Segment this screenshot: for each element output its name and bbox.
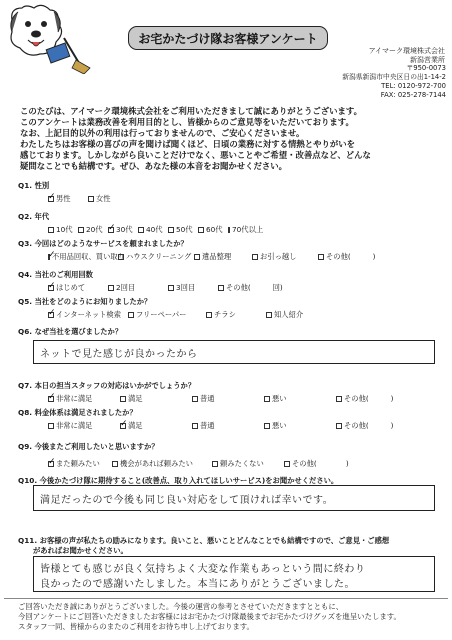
option-5[interactable] (318, 252, 378, 262)
checkbox[interactable] (120, 396, 126, 402)
option-label: 知人紹介 (274, 310, 304, 319)
checkbox[interactable] (318, 254, 324, 260)
option-label: フリーペーパー (136, 310, 187, 319)
option-label: チラシ (214, 310, 236, 319)
checkbox[interactable] (218, 285, 224, 291)
checkbox[interactable] (48, 423, 54, 429)
question-2-options (48, 225, 264, 235)
option-label: 60代 (206, 225, 223, 234)
checkbox[interactable] (168, 285, 174, 291)
question-1-options (48, 194, 128, 204)
option-label: 普通 (200, 421, 215, 430)
intro-line: なお、上記目的以外の利用は行っておりませんので、ご安心くださいませ。 (20, 128, 305, 138)
survey-title: お宅かたづけ隊お客様アンケート (128, 26, 328, 50)
question-5-options (48, 310, 316, 320)
option-4[interactable] (266, 310, 316, 320)
checkbox[interactable] (88, 196, 94, 202)
footer-line: ご回答いただき誠にありがとうございました。今後の運営の参考とさせていただきますとともに、 (18, 602, 344, 611)
option-3[interactable] (194, 252, 252, 262)
option-2[interactable] (108, 283, 168, 293)
option-1[interactable] (48, 194, 88, 204)
checkbox[interactable] (212, 461, 218, 467)
question-6-answer: ネットで見た感じが良かったから (40, 349, 198, 360)
company-block (345, 47, 445, 65)
checkbox[interactable] (264, 423, 270, 429)
checkbox[interactable] (284, 461, 290, 467)
option-2[interactable] (88, 194, 128, 204)
option-3[interactable] (206, 310, 266, 320)
option-1[interactable] (48, 252, 125, 262)
option-1[interactable] (48, 459, 112, 469)
checkbox[interactable] (192, 396, 198, 402)
address-block (318, 64, 446, 100)
question-5-label: Q5. 当社をどのようにお知りましたか？ (18, 297, 152, 306)
company-name: アイマーク環境株式会社 (368, 47, 445, 55)
option-3[interactable] (192, 394, 264, 404)
question-11-answer-box[interactable] (33, 556, 435, 592)
question-7-options (48, 394, 396, 404)
option-3[interactable] (212, 459, 284, 469)
question-10-label: Q10. 今後かたづけ隊に期待すること(改善点、取り入れてほしいサービス)をお聞かせください。 (18, 476, 339, 485)
option-label: 10代 (56, 225, 73, 234)
option-4[interactable] (264, 394, 336, 404)
checkbox[interactable] (194, 254, 200, 260)
option-1[interactable] (48, 310, 128, 320)
intro-line: 疑問なことでも結構です。ぜひ、あなた様の本音をお聞かせください。 (20, 161, 287, 171)
intro-line: わたしたちはお客様の喜びの声を聞けば聞くほど、日頃の業務に対する情熱とやりがいを (20, 139, 355, 149)
footer-line: 今回アンケートにご回答いただきましたお客様にはお宅かたづけ隊最後までお宅かたづけグッズを進呈いたします。 (18, 612, 401, 621)
postal-code: 〒950-0073 (406, 64, 446, 72)
option-6[interactable] (198, 225, 228, 235)
option-4[interactable] (264, 421, 336, 431)
option-3[interactable] (168, 283, 218, 293)
question-4-label: Q4. 当社のご利用回数 (18, 270, 93, 279)
question-3-label: Q3. 今回はどのようなサービスを頼まれましたか？ (18, 239, 188, 248)
option-5[interactable] (336, 421, 396, 431)
footer-line: スタッフ一同、皆様からのまたのご利用をお待ち申し上げております。 (18, 622, 254, 631)
option-2[interactable] (78, 225, 108, 235)
footer-text (18, 602, 438, 632)
question-6-answer-box[interactable] (33, 340, 435, 364)
checkbox[interactable] (336, 423, 342, 429)
option-label: その他( ) (326, 252, 376, 261)
checkbox[interactable] (228, 227, 230, 233)
option-3[interactable] (192, 421, 264, 431)
checkbox[interactable] (168, 227, 174, 233)
option-label: 不用品回収、買い取り (52, 252, 125, 261)
question-9-options (48, 459, 354, 469)
option-4[interactable] (138, 225, 168, 235)
question-6-label: Q6. なぜ当社を選びましたか？ (18, 327, 123, 336)
option-2[interactable] (118, 252, 194, 262)
option-label: 40代 (146, 225, 163, 234)
checkbox[interactable] (192, 423, 198, 429)
company-fax: FAX: 025-278-7144 (380, 91, 446, 100)
intro-text (20, 106, 440, 172)
option-2[interactable] (112, 459, 212, 469)
option-label: その他( ) (344, 394, 394, 403)
question-9-label: Q9. 今後またご利用したいと思いますか？ (18, 442, 159, 451)
company-address: 新潟県新潟市中央区日の出1-14-2 (342, 73, 446, 82)
option-label: はじめて (56, 283, 86, 292)
question-2-label: Q2. 年代 (18, 212, 50, 221)
checked-checkbox[interactable] (48, 285, 54, 291)
option-label: 頼みたくない (220, 459, 264, 468)
option-label: 遺品整理 (202, 252, 232, 261)
checked-checkbox[interactable] (48, 312, 54, 318)
option-label: 満足 (128, 421, 143, 430)
question-8-label: Q8. 料金体系は満足されましたか？ (18, 408, 137, 417)
question-7-label: Q7. 本日の担当スタッフの対応はいかがでしょうか？ (18, 381, 196, 390)
checkbox[interactable] (78, 227, 84, 233)
option-label: その他( ) (292, 459, 349, 468)
option-5[interactable] (336, 394, 396, 404)
option-label: お引っ越し (260, 252, 297, 261)
option-7[interactable] (228, 225, 264, 235)
question-11-label-cont: があればお聞かせください。 (33, 546, 128, 555)
option-3[interactable] (108, 225, 138, 235)
question-4-options (48, 283, 288, 293)
option-label: 非常に満足 (56, 421, 93, 430)
question-11-answer-line: 良かったので感謝いたしました。本当にありがとうございました。 (40, 579, 355, 590)
checkbox[interactable] (252, 254, 258, 260)
checked-checkbox[interactable] (120, 423, 126, 429)
question-10-answer: 満足だったので今後も同じ良い対応をして頂ければ幸いです。 (40, 495, 334, 506)
checkbox[interactable] (264, 396, 270, 402)
option-label: 50代 (176, 225, 193, 234)
option-label: その他( ) (344, 421, 394, 430)
option-4[interactable] (218, 283, 288, 293)
question-3-options (48, 252, 378, 262)
option-label: ハウスクリーニング (126, 252, 192, 261)
option-2[interactable] (120, 394, 192, 404)
option-label: 女性 (96, 194, 111, 203)
checkbox[interactable] (266, 312, 272, 318)
option-5[interactable] (168, 225, 198, 235)
checkbox[interactable] (112, 461, 118, 467)
option-label: 3回目 (176, 283, 196, 292)
option-1[interactable] (48, 421, 120, 431)
option-2[interactable] (120, 421, 192, 431)
option-1[interactable] (48, 225, 78, 235)
checkbox[interactable] (118, 254, 124, 260)
option-4[interactable] (252, 252, 318, 262)
option-1[interactable] (48, 394, 120, 404)
company-office: 新潟営業所 (410, 56, 445, 64)
option-1[interactable] (48, 283, 108, 293)
footer-divider (4, 598, 448, 599)
option-2[interactable] (128, 310, 206, 320)
checkbox[interactable] (138, 227, 144, 233)
company-tel: TEL: 0120-972-700 (381, 82, 446, 91)
option-label: 普通 (200, 394, 215, 403)
question-1-label: Q1. 性別 (18, 181, 50, 190)
checkbox[interactable] (198, 227, 204, 233)
question-10-answer-box[interactable] (33, 485, 435, 511)
checkbox[interactable] (48, 227, 54, 233)
checkbox[interactable] (128, 312, 134, 318)
checked-checkbox[interactable] (108, 227, 114, 233)
option-label: その他( 回) (226, 283, 283, 292)
intro-line: このたびは、アイマーク環境株式会社をご利用いただきまして誠にありがとうございます。 (20, 106, 362, 116)
option-label: 男性 (56, 194, 71, 203)
option-4[interactable] (284, 459, 354, 469)
checked-checkbox[interactable] (48, 254, 50, 260)
question-11-label: Q11. お客様の声が私たちの励みになります。良いこと、悪いことどんなことでも結構ですので、ご意見・ご感想 (18, 536, 390, 545)
checkbox[interactable] (206, 312, 212, 318)
option-label: また頼みたい (56, 459, 100, 468)
question-8-options (48, 421, 396, 431)
dog-mascot-logo (4, 2, 104, 74)
checked-checkbox[interactable] (48, 461, 54, 467)
option-label: インターネット検索 (56, 310, 122, 319)
checkbox[interactable] (336, 396, 342, 402)
intro-line: このアンケートは業務改善を利用目的とし、皆様からのご意見等をいただいております。 (20, 117, 354, 127)
option-label: 70代以上 (232, 225, 264, 234)
option-label: 30代 (116, 225, 133, 234)
checked-checkbox[interactable] (48, 196, 54, 202)
intro-line: 感じております。しかしながら良いことだけでなく、悪いことやご希望・改善点など、どんな (20, 150, 371, 160)
option-label: 非常に満足 (56, 394, 93, 403)
checked-checkbox[interactable] (48, 396, 54, 402)
checkbox[interactable] (108, 285, 114, 291)
option-label: 2回目 (116, 283, 136, 292)
option-label: 20代 (86, 225, 103, 234)
option-label: 満足 (128, 394, 143, 403)
option-label: 悪い (272, 394, 287, 403)
option-label: 機会があれば頼みたい (120, 459, 193, 468)
question-11-answer-line: 皆様とても感じが良く気持ちよく大変な作業もあっという間に終わり (40, 564, 366, 575)
option-label: 悪い (272, 421, 287, 430)
